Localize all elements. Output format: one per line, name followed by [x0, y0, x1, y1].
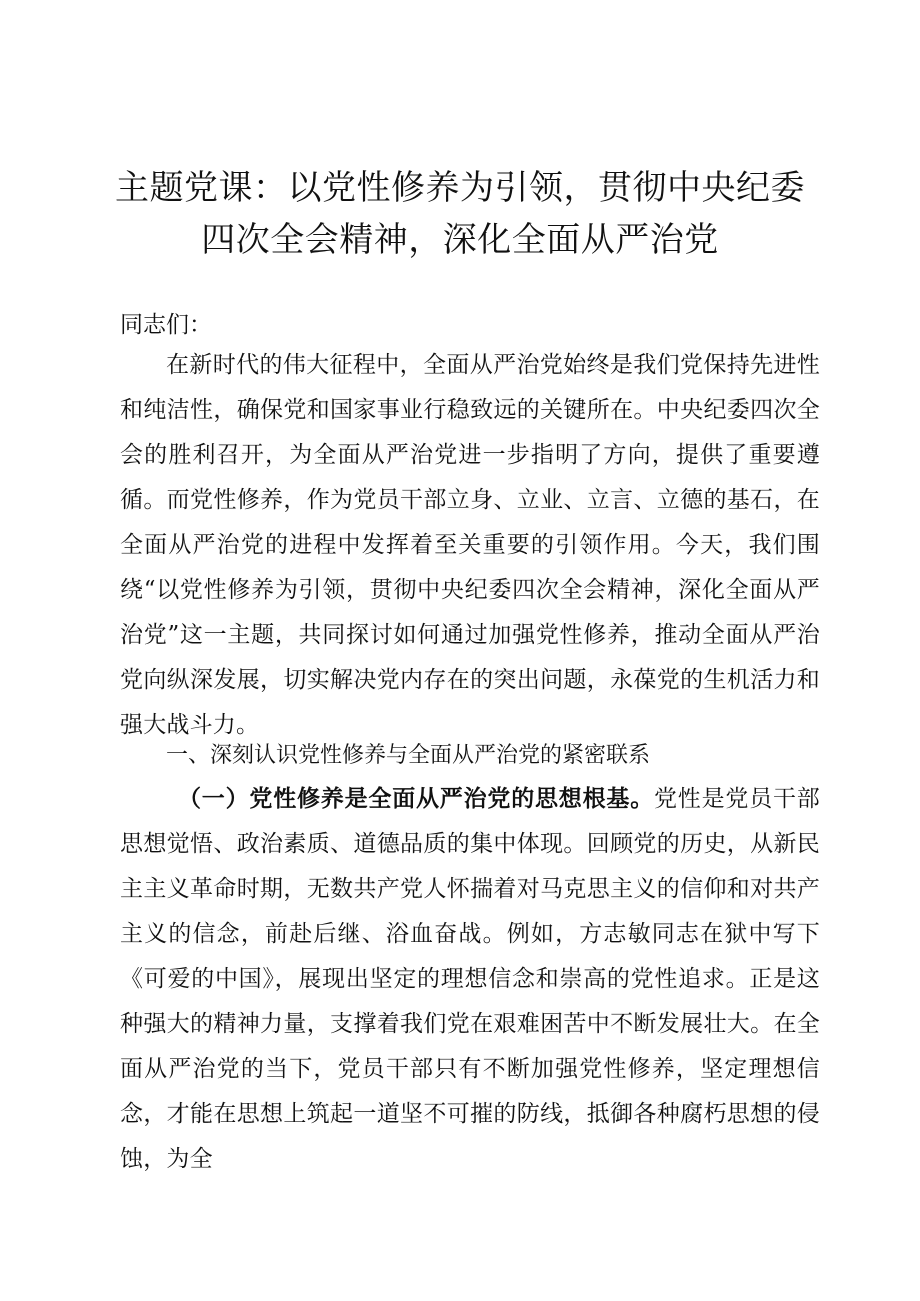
document-title-line-1: 主题党课：以党性修养为引领，贯彻中央纪委 — [115, 168, 805, 208]
salutation: 同志们： — [120, 312, 212, 338]
subsection-paragraph-1 — [120, 777, 820, 1182]
subsection-body: 党性是党员干部思想觉悟、政治素质、道德品质的集中体现。回顾党的历史，从新民主主义革命时期，无数共产党人怀揣着对马克思主义的信仰和对共产主义的信念，前赴后继、浴血奋战。例如，方志敏同志在狱中写下《可爱的中国》，展现出坚定的理想信念和崇高的党性追求。正是这种强大的精神力量，支撑着我们党在艰难困苦中不断发展壮大。在全面从严治党的当下，党员干部只有不断加强党性修养，坚定理想信念，才能在思想上筑起一道坚不可摧的防线，抵御各种腐朽思想的侵蚀，为全 — [120, 786, 820, 1172]
subsection-lead: （一）党性修养是全面从严治党的思想根基。 — [178, 786, 654, 812]
section-heading-1: 一、深刻认识党性修养与全面从严治党的紧密联系 — [166, 743, 651, 768]
intro-paragraph: 在新时代的伟大征程中，全面从严治党始终是我们党保持先进性和纯洁性，确保党和国家事业行稳致远的关键所在。中央纪委四次全会的胜利召开，为全面从严治党进一步指明了方向，提供了重要遵循。而党性修养，作为党员干部立身、立业、立言、立德的基石，在全面从严治党的进程中发挥着至关重要的引领作用。今天，我们围绕“以党性修养为引领，贯彻中央纪委四次全会精神，深化全面从严治党”这一主题，共同探讨如何通过加强党性修养，推动全面从严治党向纵深发展，切实解决党内存在的突出问题，永葆党的生机活力和强大战斗力。 — [120, 352, 820, 738]
document-title-line-2: 四次全会精神，深化全面从严治党 — [201, 220, 719, 260]
